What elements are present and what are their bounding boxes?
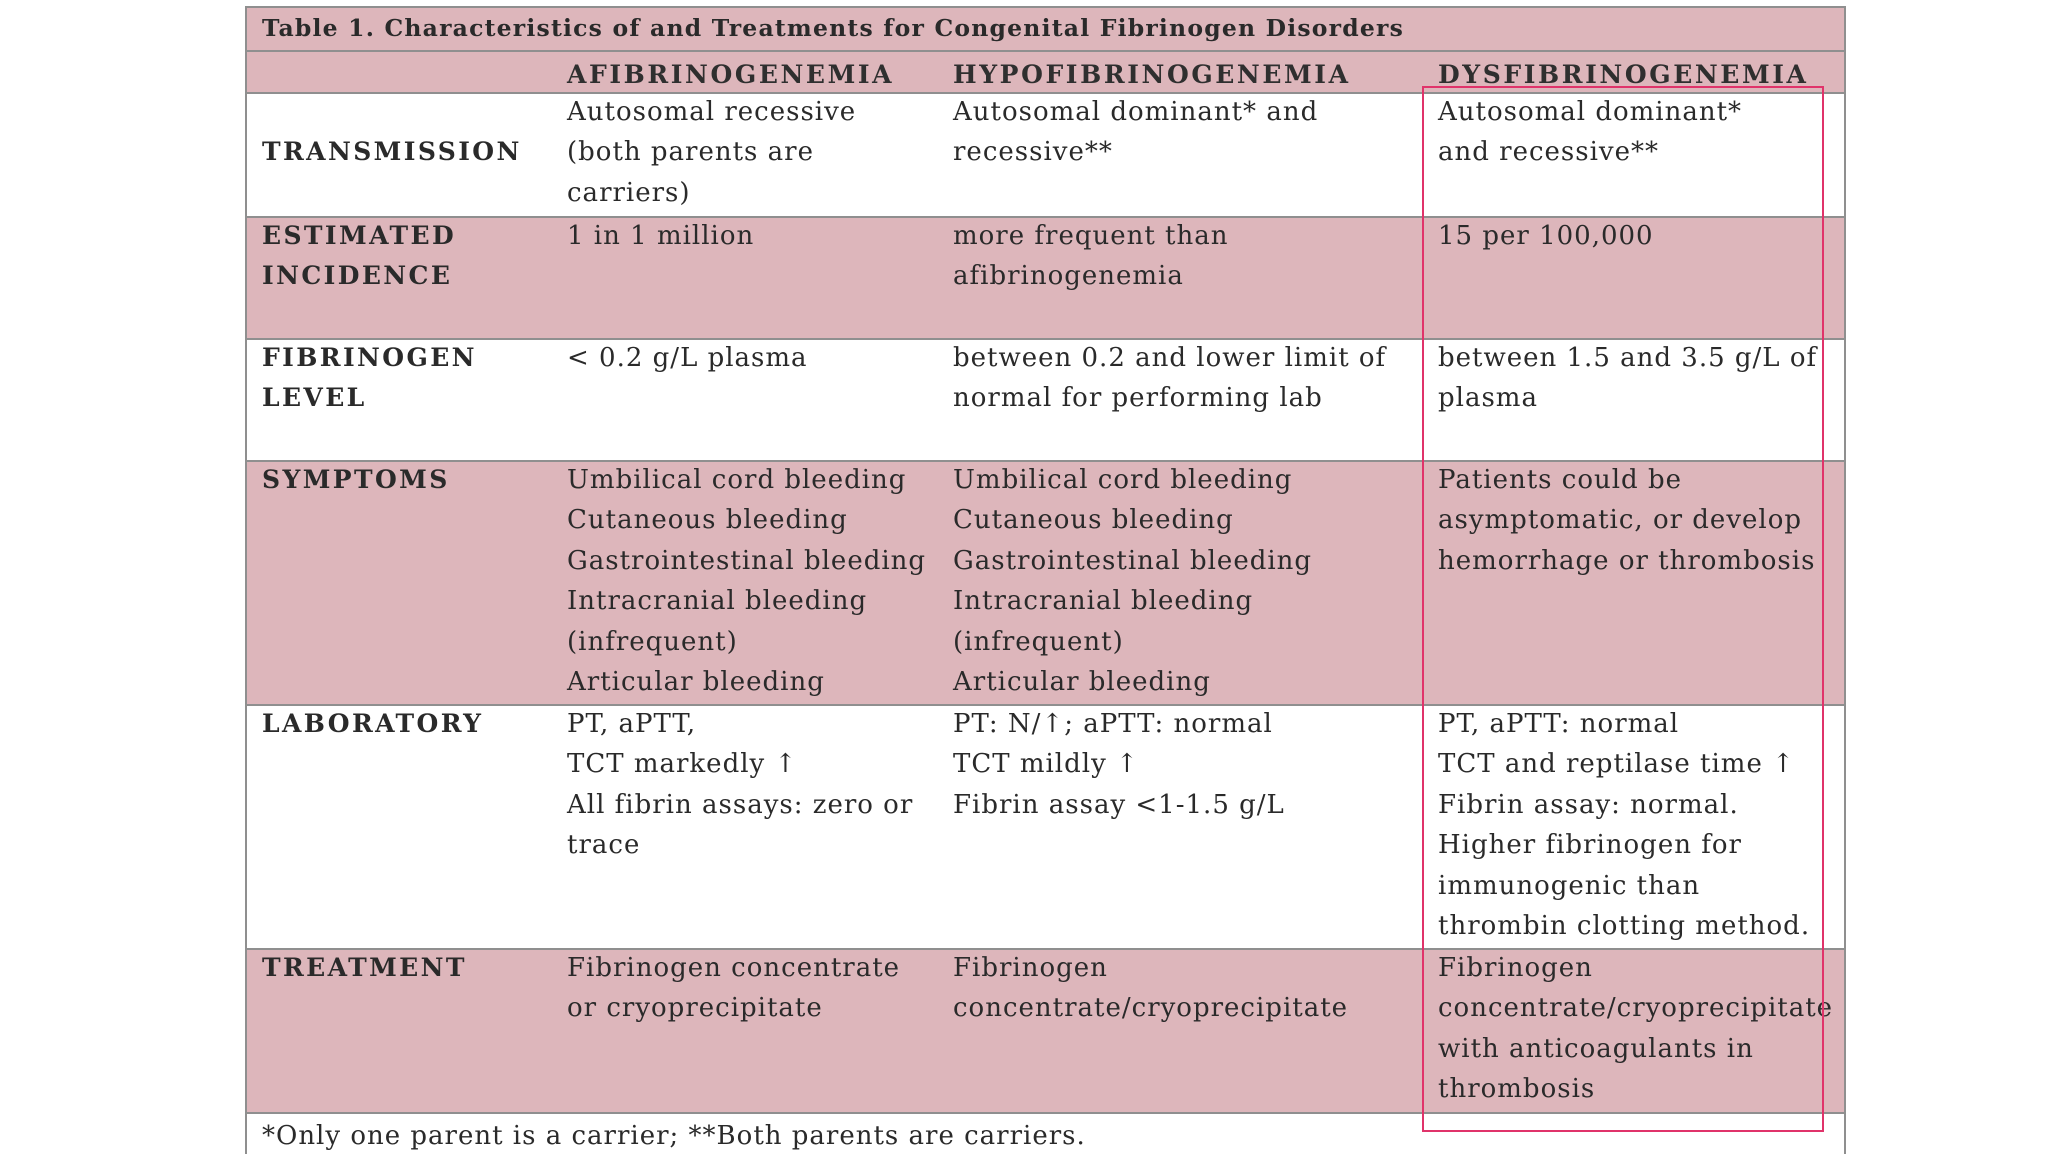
cell-afib-laboratory: PT, aPTT, TCT markedly ↑ All fibrin assays: zero or trace xyxy=(567,709,914,861)
table-header-row xyxy=(247,52,1844,94)
row-label-fibrinogen-level: FIBRINOGEN LEVEL xyxy=(262,343,477,413)
cell-hypo-incidence: more frequent than afibrinogenemia xyxy=(953,221,1229,292)
table-row-laboratory xyxy=(247,706,1844,950)
header-afibrinogenemia: AFIBRINOGENEMIA xyxy=(567,60,895,89)
cell-dys-fibrinogen-level: between 1.5 and 3.5 g/L of plasma xyxy=(1438,343,1818,414)
row-label-incidence: ESTIMATED INCIDENCE xyxy=(262,221,457,291)
cell-afib-incidence: 1 in 1 million xyxy=(567,221,755,251)
cell-afib-transmission: Autosomal recessive (both parents are carriers) xyxy=(567,97,857,208)
cell-afib-symptoms: Umbilical cord bleeding Cutaneous bleeding Gastrointestinal bleeding Intracranial bleeding (infrequent) Articular bleeding xyxy=(567,465,927,698)
table-title: Table 1. Characteristics of and Treatments for Congenital Fibrinogen Disorders xyxy=(262,14,1405,42)
header-dysfibrinogenemia: DYSFIBRINOGENEMIA xyxy=(1438,60,1809,89)
cell-hypo-treatment: Fibrinogen concentrate/cryoprecipitate xyxy=(953,953,1349,1024)
cell-dys-transmission: Autosomal dominant* and recessive** xyxy=(1438,97,1743,168)
row-label-symptoms: SYMPTOMS xyxy=(262,465,450,494)
table-row-symptoms xyxy=(247,462,1844,706)
table-row-fibrinogen-level xyxy=(247,340,1844,462)
header-hypofibrinogenemia: HYPOFIBRINOGENEMIA xyxy=(953,60,1351,89)
cell-dys-incidence: 15 per 100,000 xyxy=(1438,221,1654,251)
table-footnote-row xyxy=(247,1114,1844,1154)
cell-afib-fibrinogen-level: < 0.2 g/L plasma xyxy=(567,343,808,373)
cell-dys-symptoms: Patients could be asymptomatic, or develop hemorrhage or thrombosis xyxy=(1438,465,1816,576)
row-label-transmission: TRANSMISSION xyxy=(262,137,522,166)
table-title-row xyxy=(247,8,1844,52)
fibrinogen-disorders-table xyxy=(245,6,1846,1154)
cell-dys-laboratory: PT, aPTT: normal TCT and reptilase time ↑ Fibrin assay: normal. Higher fibrinogen for immunogenic than thrombin clotting method. xyxy=(1438,709,1811,942)
row-label-laboratory: LABORATORY xyxy=(262,709,484,738)
table-row-treatment xyxy=(247,950,1844,1114)
cell-hypo-laboratory: PT: N/↑; aPTT: normal TCT mildly ↑ Fibrin assay <1-1.5 g/L xyxy=(953,709,1285,820)
table-footnote: *Only one parent is a carrier; **Both parents are carriers. xyxy=(262,1121,1086,1151)
cell-hypo-transmission: Autosomal dominant* and recessive** xyxy=(953,97,1319,168)
cell-dys-treatment: Fibrinogen concentrate/cryoprecipitate with anticoagulants in thrombosis xyxy=(1438,953,1834,1105)
cell-hypo-fibrinogen-level: between 0.2 and lower limit of normal for performing lab xyxy=(953,343,1387,414)
row-label-treatment: TREATMENT xyxy=(262,953,467,982)
table-row-incidence xyxy=(247,218,1844,340)
cell-afib-treatment: Fibrinogen concentrate or cryoprecipitate xyxy=(567,953,901,1024)
cell-hypo-symptoms: Umbilical cord bleeding Cutaneous bleeding Gastrointestinal bleeding Intracranial bleeding (infrequent) Articular bleeding xyxy=(953,465,1313,698)
table-row-transmission xyxy=(247,94,1844,218)
